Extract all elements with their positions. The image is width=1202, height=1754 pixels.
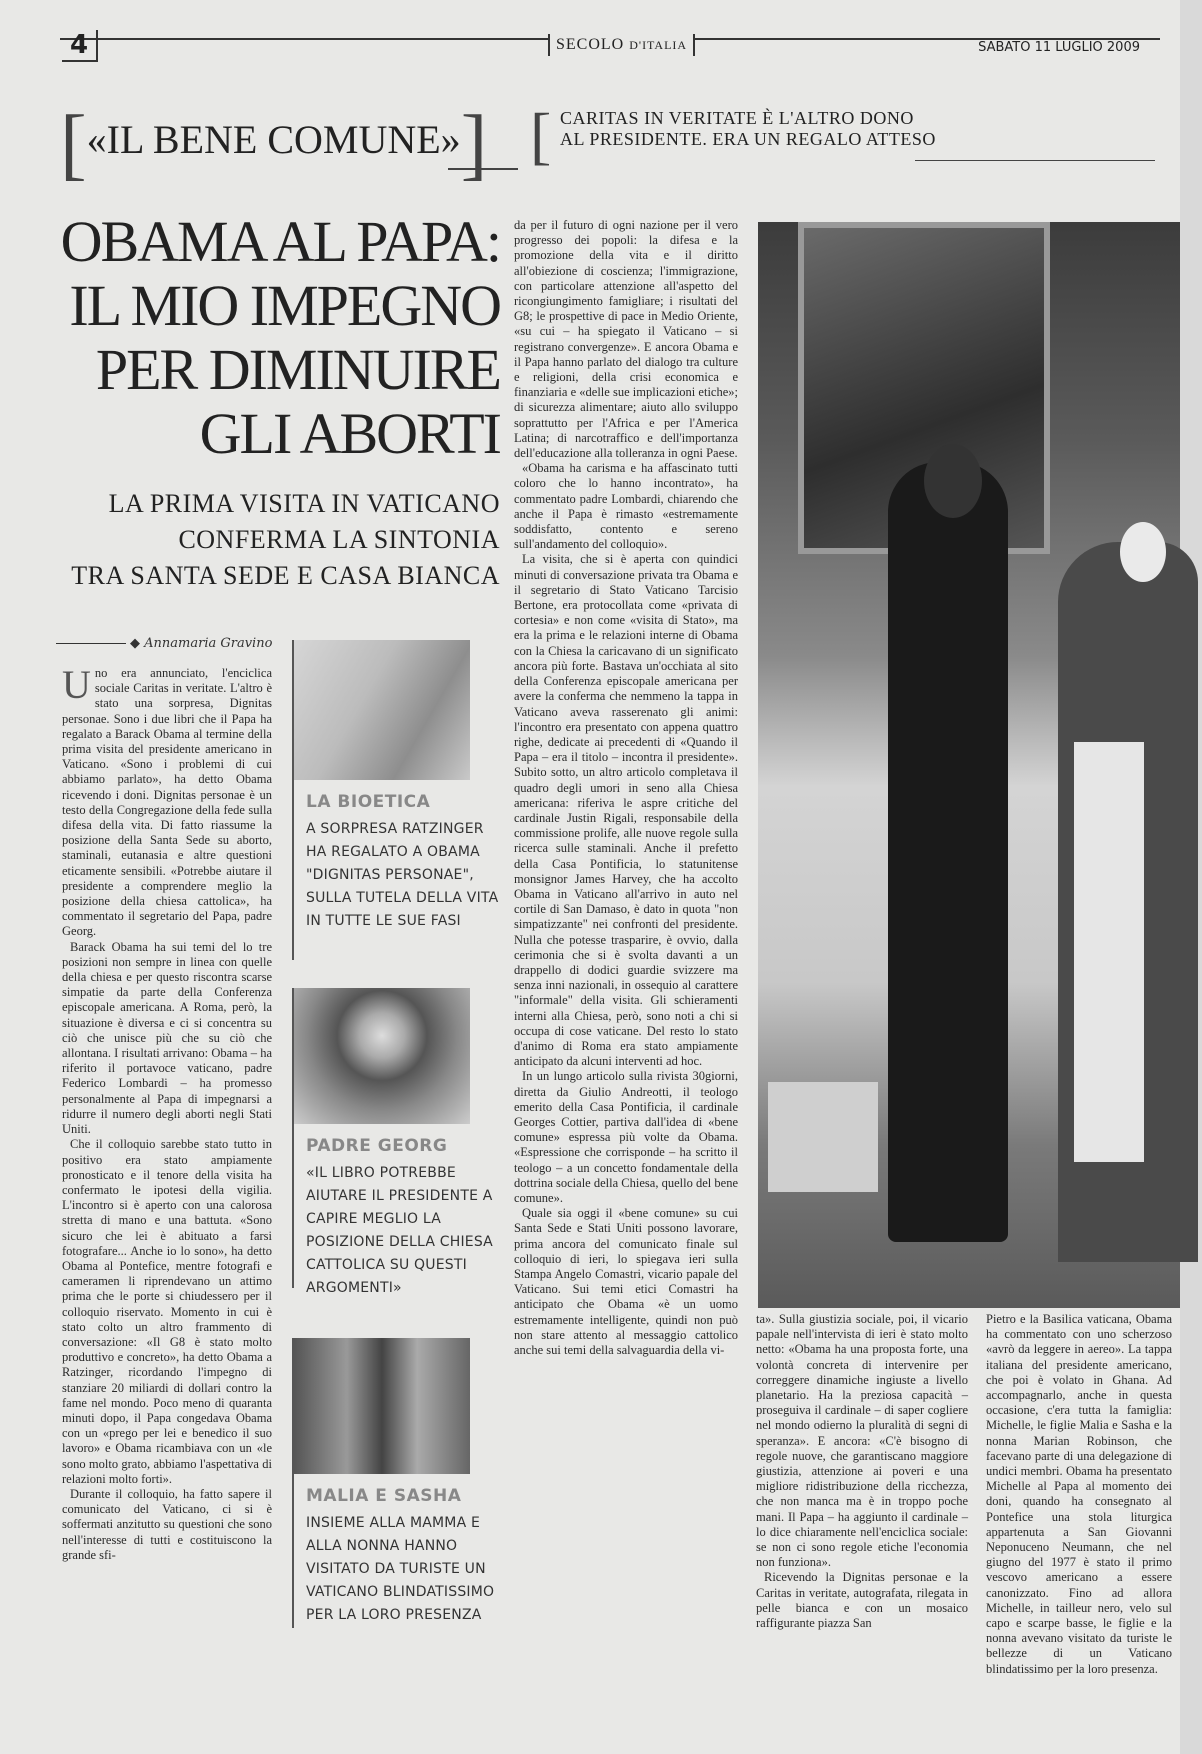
left-bracket: [ — [60, 100, 87, 188]
headline-line-4: GLI ABORTI — [199, 401, 500, 466]
paragraph: Durante il colloquio, ha fatto sapere il comunicato del Vaticano, ci si è soffermati anzitutto su questioni che sono nell'interesse di tutti e costituiscono la grande sfi- — [62, 1486, 272, 1562]
article-column-bottom-2 — [986, 1312, 1172, 1732]
kicker-rule — [915, 160, 1155, 161]
sidebar-frame — [292, 988, 294, 1288]
paragraph: Pietro e la Basilica vaticana, Obama ha commentato con uno scherzoso «avrò da leggere in aereo». La tappa italiana del presidente americano, che poi è volato in Ghana. Ad accompagnarlo, anche in questa occasione, c'era tutta la famiglia: Michelle, le figlie Malia e Sasha e la nonna Marian Robinson, che facevano parte di una delegazione di undici membri. Obama ha presentato Michelle al Papa al momento dei doni, quando ha consegnato al Pontefice una stola liturgica appartenuta a San Giovanni Neponuceno Neumann, che nel giugno del 1977 è stato il primo vescovo americano a essere canonizzato. Fino ad allora Michelle, in tailleur nero, velo sul capo e scarpe basse, le figlie e la nonna avevano visitato da turiste le bellezze di un Vaticano blindatissimo per la loro presenza. — [986, 1312, 1172, 1676]
paragraph: da per il futuro di ogni nazione per il vero progresso dei popoli: la difesa e la promozione della vita e il diritto all'obiezione di coscienza; l'immigrazione, con particolare attenzione all'aspetto del ricongiungimento famigliare; i risultati del G8; le prospettive di pace in Medio Oriente, «su cui – ha spiegato il Vaticano – si registrano convergenze». E ancora Obama e il Papa hanno parlato del dialogo tra culture e religioni, della crisi economica e finanziaria e «delle sue implicazioni etiche»; di sicurezza alimentare; aiuto allo sviluppo soprattutto per l'Africa e per l'America Latina; di narcotraffico e dell'importanza dell'educazione alla tolleranza in ogni Paese. — [514, 218, 738, 461]
sidebar-text: A SORPRESA RATZINGER HA REGALATO A OBAMA "DIGNITAS PERSONAE", SULLA TUTELA DELLA VITA IN TUTTE LE SUE FASI — [306, 821, 499, 929]
byline: ◆ Annamaria Gravino — [56, 636, 276, 651]
sidebar-malia-sasha — [292, 1338, 502, 1628]
sidebar-title: MALIA E SASHA — [306, 1486, 462, 1506]
paragraph: ta». Sulla giustizia sociale, poi, il vicario papale nell'intervista di ieri è stato molto netto: «Obama ha una proposta forte, una volontà concreta di intervenire per correggere dinamiche ingiuste a livello planetario. Ha la preziosa capacità – proseguiva il cardinale – di saper cogliere nel mondo odierno la pluralità di segni di speranza». E ancora: «C'è bisogno di regole nuove, che garantiscano maggiore giustizia, attenzione ai poveri e una migliore ridistribuzione della ricchezza, che non manca ma è in troppo poche mani. Il Papa – ha aggiunto il cardinale – lo dice chiaramente nell'enciclica sociale: se non ci sono regole etiche l'economia non funziona». — [756, 1312, 968, 1570]
paragraph: Che il colloquio sarebbe stato tutto in positivo era stato ampiamente pronosticato e il tenore della visita ha confermato le ipotesi della vigilia. L'incontro si è aperto con una calorosa stretta di mano e una battuta. «Sono sicuro che lei è abituato a farsi fotografare... Anche io lo sono», ha detto Obama al Pontefice, mentre fotografi e cameramen li riprendevano un attimo prima che le porte si chiudessero per il colloquio riservato. Momento in cui è stato colto un altro frammento di conversazione: «Il G8 è stato molto produttivo e concreto», ha detto Obama a Ratzinger, ricordando l'impegno di stanziare 20 miliardi di dollari contro la fame nel mondo. Poco meno di quaranta minuti dopo, il Papa congedava Obama con un «prego per lei e benedico il suo lavoro» e Obama ricambiava con un «le sono molto grato, abbiamo l'aspettativa di relazioni molto forti». — [62, 1137, 272, 1486]
paragraph: no era annunciato, l'enciclica sociale Caritas in veritate. L'altro è stato una sorpresa, Dignitas personae. Sono i due libri che il Papa ha regalato a Barack Obama al termine della prima visita del presidente americano in Vaticano. «Sono i problemi di cui abbiamo parlato», ha detto Obama ricevendo i doni. Dignitas personae è un testo della Congregazione della fede sulla difesa della vita. Di fatto riassume la posizione della Santa Sede su aborto, staminali, eutanasia e altre questioni eticamente sensibili. «Potrebbe aiutare il presidente a comprendere meglio la posizione della chiesa cattolica», ha commentato il segretario del Papa, padre Georg. — [62, 666, 272, 939]
photo-figure-left — [888, 462, 1008, 1242]
deck-line-3: TRA SANTA SEDE E CASA BIANCA — [71, 561, 500, 590]
sidebar-photo — [292, 640, 470, 780]
headline-line-2: IL MIO IMPEGNO — [69, 273, 500, 338]
paragraph: Ricevendo la Dignitas personae e la Caritas in veritate, autografata, rilegata in pelle bianca e con un mosaico raffigurante piazza San — [756, 1570, 968, 1631]
issue-date: SABATO 11 LUGLIO 2009 — [978, 40, 1140, 55]
section-title: «IL BENE COMUNE» — [86, 117, 461, 163]
deck-line-2: CONFERMA LA SINTONIA — [178, 525, 500, 554]
sidebar-text: «IL LIBRO POTREBBE AIUTARE IL PRESIDENTE A CAPIRE MEGLIO LA POSIZIONE DELLA CHIESA CATTOLICA SU QUESTI ARGOMENTI» — [306, 1165, 493, 1296]
paragraph: «Obama ha carisma e ha affascinato tutti coloro che lo hanno incontrato», ha commentato padre Lombardi, chiarendo che anche il Papa è rimasto «estremamente soddisfatto, contento e sereno sull'andamento del colloquio». — [514, 461, 738, 552]
sidebar-title: LA BIOETICA — [306, 792, 431, 812]
kicker — [530, 100, 936, 171]
sidebar-photo — [292, 1338, 470, 1474]
deck-line-1: LA PRIMA VISITA IN VATICANO — [108, 489, 500, 518]
paragraph: Barack Obama ha sui temi del lo tre posizioni non sempre in linea con quelle della chiesa e per questo riscontra scarse simpatie da parte della Conferenza episcopale americana. A Roma, però, la situazione è diversa e ci si concentra su ciò che unisce più che su ciò che allontana. I risultati arrivano: Obama – ha riferito il portavoce vaticano, padre Federico Lombardi – ha promesso personalmente al Papa di impegnarsi a ridurre il numero degli aborti negli Stati Uniti. — [62, 939, 272, 1137]
byline-author: Annamaria Gravino — [144, 636, 273, 651]
section-rule — [448, 168, 518, 170]
page-number: 4 — [62, 30, 98, 62]
sidebar-title: PADRE GEORG — [306, 1136, 448, 1156]
paragraph: Quale sia oggi il «bene comune» su cui Santa Sede e Stati Uniti possono lavorare, prima ancora del comunicato finale sul colloquio di ieri, lo spiegava ieri sulla Stampa Angelo Comastri, vicario papale del Vaticano. Sui temi etici Comastri ha anticipato che Obama «è un uomo estremamente intelligente, quindi non può non stare attento al messaggio cattolico anche sui temi della salvaguardia della vi- — [514, 1206, 738, 1358]
paragraph: La visita, che si è aperta con quindici minuti di conversazione privata tra Obama e il segretario di Stato Vaticano Tarcisio Bertone, era protocollata come «privata di cortesia» e non come «visita di Stato», ma era la prima e le relazioni interne di Obama con la Chiesa la caricavano di un significato ancora più forte. Bastava un'occhiata al sito della Conferenza episcopale americana per avere la conferma che nemmeno la tappa in Vaticano aveva rasserenato gli animi: l'incontro era presentato con appena quattro righe, dedicate ai precedenti di «Quando il Papa – era il titolo – incontra il presidente». Subito sotto, un altro articolo completava il quadro degli umori in seno alla Chiesa americana: riferiva le aspre critiche del cardinale Justin Rigali, responsabile della commissione prolife, alle nuove regole sulla ricerca sulle staminali. Anche il prefetto della Casa Pontificia, lo statunitense monsignor James Harvey, che ha accolto Obama in Vaticano all'arrivo in auto nel cortile di San Damaso, è dato in quota "non simpatizzante" nei confronti del presidente. Nulla che potesse trasparire, è ovvio, dalla cerimonia che si è svolta davanti a un drappello di dodici guardie svizzere ma senza inni nazionali, in ossequio al carattere "informale" della visita. Gli schieramenti interni alla Chiesa, però, sono noti a chi si occupa di cose vaticane. Del resto lo stato d'animo di Roma era stato ampiamente anticipato da alcuni interventi ad hoc. — [514, 552, 738, 1069]
sidebar-padre-georg — [292, 988, 502, 1296]
sidebar-frame — [292, 1338, 294, 1628]
kicker-line-2: AL PRESIDENTE. ERA UN REGALO ATTESO — [560, 129, 936, 149]
kicker-line-1: CARITAS IN VERITATE È L'ALTRO DONO — [560, 108, 914, 128]
byline-rule — [56, 643, 126, 644]
article-column-1 — [62, 662, 272, 1726]
headline-line-3: PER DIMINUIRE — [95, 337, 500, 402]
main-photo — [758, 222, 1180, 1308]
masthead — [548, 34, 695, 56]
masthead-sub: D'ITALIA — [629, 38, 688, 52]
sidebar-text: INSIEME ALLA MAMMA E ALLA NONNA HANNO VISITATO DA TURISTE UN VATICANO BLINDATISSIMO PER LA LORO PRESENZA — [306, 1515, 495, 1623]
headline — [50, 210, 500, 466]
deck — [50, 486, 500, 594]
paragraph: In un lungo articolo sulla rivista 30giorni, diretta da Giulio Andreotti, il teologo emerito della Casa Pontificia, il cardinale Georges Cottier, partiva dall'idea di «bene comune» espressa più volte da Obama. «Espressione che corrisponde – ha scritto il teologo – a un concetto fondamentale della dottrina sociale della Chiesa, quello del bene comune». — [514, 1069, 738, 1205]
photo-chair — [768, 1082, 878, 1192]
sidebar-frame — [292, 640, 294, 960]
sidebar-photo — [292, 988, 470, 1124]
photo-robe — [1074, 742, 1144, 1162]
article-column-bottom-1 — [756, 1312, 968, 1732]
photo-head-left — [924, 444, 982, 518]
sidebar-bioetica — [292, 640, 502, 960]
section-header — [60, 100, 488, 188]
article-column-3 — [514, 218, 738, 1358]
photo-head-right — [1120, 522, 1166, 582]
kicker-bracket: [ — [530, 100, 552, 171]
headline-line-1: OBAMA AL PAPA: — [60, 209, 500, 274]
masthead-main: SECOLO — [556, 36, 625, 53]
right-bracket: ] — [460, 100, 488, 188]
drop-cap: U — [62, 662, 91, 707]
